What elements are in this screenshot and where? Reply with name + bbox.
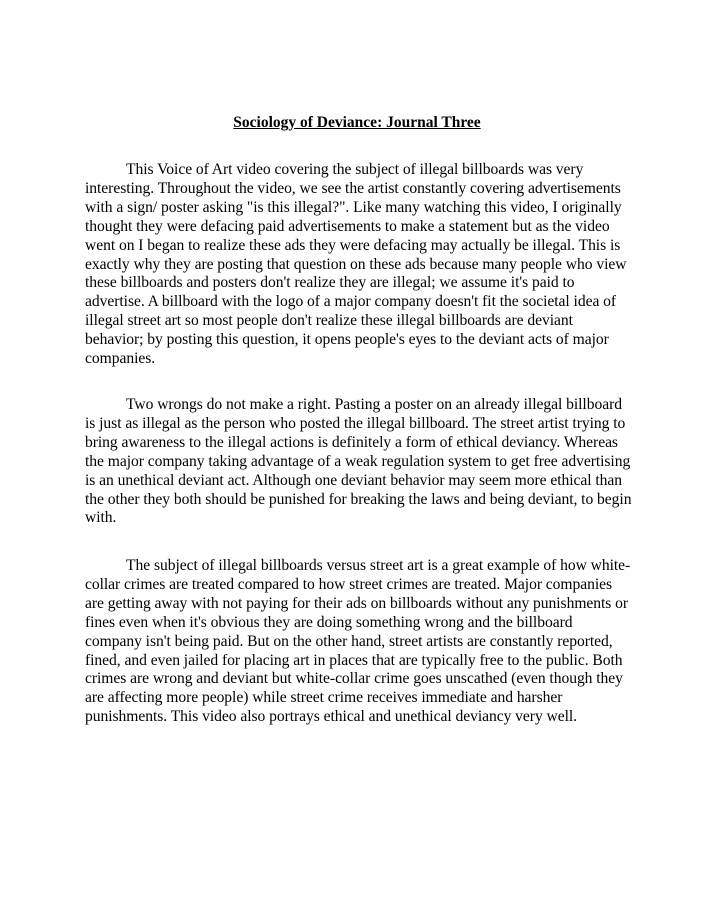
paragraph-2: Two wrongs do not make a right. Pasting a poster on an already illegal billboard is just as illegal as the person who posted the illegal billboard. The street artist trying to bring awareness to the illegal actions is definitely a form of ethical deviancy. Whereas the major company taking advantage of a weak regulation system to get free advertising is an unethical deviant act. Although one deviant behavior may seem more ethical than the other they both should be punished for breaking the laws and being deviant, to begin with. (85, 396, 632, 527)
document-title: Sociology of Deviance: Journal Three (233, 114, 481, 131)
paragraph-3: The subject of illegal billboards versus street art is a great example of how white-collar crimes are treated compared to how street crimes are treated. Major companies are getting away with not paying for their ads on billboards without any punishments or fines even when it's obvious they are doing something wrong and the billboard company isn't being paid. But on the other hand, street artists are constantly reported, fined, and even jailed for placing art in places that are typically free to the public. Both crimes are wrong and deviant but white-collar crime goes unscathed (even though they are affecting more people) while street crime receives immediate and harsher punishments. This video also portrays ethical and unethical deviancy very well. (85, 557, 631, 726)
paragraph-1: This Voice of Art video covering the subject of illegal billboards was very interesting. Throughout the video, we see the artist constantly covering advertisements with a sign/ poster asking "is this illegal?". Like many watching this video, I originally thought they were defacing paid advertisements to make a statement but as the video went on I began to realize these ads they were defacing may actually be illegal. This is exactly why they are posting that question on these ads because many people who view these billboards and posters don't realize they are illegal; we assume it's paid to advertise. A billboard with the logo of a major company doesn't fit the societal idea of illegal street art so most people don't realize these illegal billboards are deviant behavior; by posting this question, it opens people's eyes to the deviant acts of major companies. (85, 161, 627, 368)
